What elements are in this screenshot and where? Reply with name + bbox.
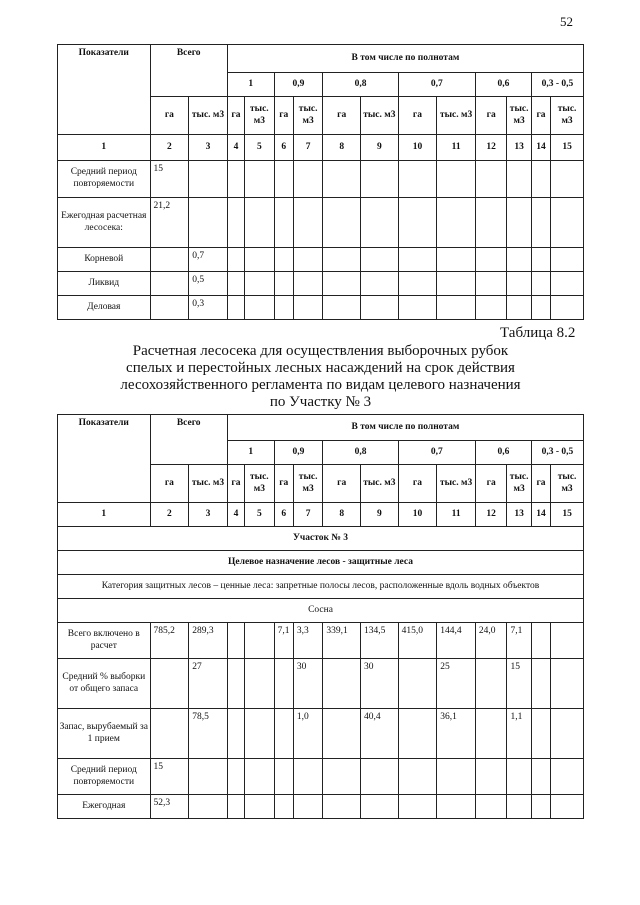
table-cell	[507, 296, 531, 320]
table-caption	[57, 343, 584, 411]
table-cell	[437, 272, 476, 296]
header-density: 0,9	[274, 73, 323, 97]
unit-m3: тыс. м3	[361, 97, 399, 135]
unit-ha: га	[475, 465, 507, 503]
table-cell	[531, 198, 550, 248]
table-cell	[531, 709, 550, 759]
table-cell	[293, 759, 322, 795]
table-cell	[150, 248, 189, 272]
table-cell	[398, 795, 437, 819]
column-number: 7	[293, 503, 322, 527]
table-cell	[551, 623, 584, 659]
table-cell: 40,4	[361, 709, 399, 759]
row-label: Всего включено в расчет	[58, 623, 151, 659]
table-cell	[227, 161, 244, 198]
unit-m3: тыс. м3	[189, 465, 228, 503]
table-cell	[551, 795, 584, 819]
table-cell: 1,1	[507, 709, 531, 759]
table-cell	[323, 709, 361, 759]
table-cell	[274, 795, 293, 819]
table-cell	[551, 161, 584, 198]
table-cell	[475, 795, 507, 819]
unit-ha: га	[531, 465, 550, 503]
table-cell	[398, 709, 437, 759]
column-number: 2	[150, 135, 189, 161]
column-number: 14	[531, 135, 550, 161]
table-cell	[274, 759, 293, 795]
column-number: 10	[398, 503, 437, 527]
unit-ha: га	[398, 97, 437, 135]
column-number: 12	[475, 503, 507, 527]
table-cell	[361, 272, 399, 296]
table-cell	[551, 198, 584, 248]
column-number: 10	[398, 135, 437, 161]
unit-m3: тыс. м3	[361, 465, 399, 503]
table-cell: 0,7	[189, 248, 228, 272]
table-cell	[361, 161, 399, 198]
purpose-row: Целевое назначение лесов - защитные леса	[58, 551, 584, 575]
table-cell	[274, 272, 293, 296]
table-cell	[531, 623, 550, 659]
unit-ha: га	[274, 465, 293, 503]
column-number: 4	[227, 135, 244, 161]
table-cell	[551, 296, 584, 320]
header-density: 0,7	[398, 73, 475, 97]
table-row	[58, 659, 584, 709]
unit-ha: га	[323, 97, 361, 135]
unit-ha: га	[475, 97, 507, 135]
table-cell	[150, 272, 189, 296]
table-cell	[274, 709, 293, 759]
table-cell	[398, 161, 437, 198]
table-cell	[293, 198, 322, 248]
table-cell	[475, 659, 507, 709]
table-cell	[189, 759, 228, 795]
header-density: 0,9	[274, 441, 323, 465]
column-number: 3	[189, 503, 228, 527]
table-cell	[475, 161, 507, 198]
table-cell	[274, 248, 293, 272]
table-cell	[274, 161, 293, 198]
table-cell	[398, 198, 437, 248]
table-row	[58, 198, 584, 248]
header-density: 0,8	[323, 441, 398, 465]
table-cell	[507, 795, 531, 819]
column-number: 5	[245, 135, 274, 161]
table-cell: 27	[189, 659, 228, 709]
table-cell: 15	[150, 759, 189, 795]
table-cell	[531, 296, 550, 320]
table-cell	[437, 161, 476, 198]
table-cell	[323, 296, 361, 320]
table-cell	[293, 272, 322, 296]
unit-ha: га	[150, 465, 189, 503]
table-cell	[323, 272, 361, 296]
table-cell: 15	[150, 161, 189, 198]
unit-ha: га	[323, 465, 361, 503]
table-row	[58, 161, 584, 198]
column-number: 15	[551, 503, 584, 527]
header-including: В том числе по полнотам	[227, 415, 583, 441]
column-number: 15	[551, 135, 584, 161]
table-cell	[245, 161, 274, 198]
table-cell	[507, 759, 531, 795]
table-cell	[475, 248, 507, 272]
column-number: 2	[150, 503, 189, 527]
table-cell	[437, 248, 476, 272]
density-table-top	[57, 44, 584, 320]
table-row	[58, 759, 584, 795]
table-cell	[531, 272, 550, 296]
column-number: 8	[323, 135, 361, 161]
table-cell: 78,5	[189, 709, 228, 759]
column-number: 1	[58, 503, 151, 527]
table-cell	[150, 296, 189, 320]
table-cell	[361, 198, 399, 248]
header-density: 0,3 - 0,5	[531, 441, 583, 465]
table-cell	[531, 759, 550, 795]
table-cell	[475, 296, 507, 320]
table-cell	[274, 659, 293, 709]
caption-line: спелых и перестойных лесных насаждений на срок действия	[126, 360, 515, 376]
row-label: Запас, вырубаемый за 1 прием	[58, 709, 151, 759]
table-cell	[245, 198, 274, 248]
column-number: 9	[361, 135, 399, 161]
section-title: Участок № 3	[58, 527, 584, 551]
column-number: 1	[58, 135, 151, 161]
unit-m3: тыс. м3	[551, 465, 584, 503]
row-label: Деловая	[58, 296, 151, 320]
table-cell: 0,5	[189, 272, 228, 296]
table-cell	[227, 659, 244, 709]
header-total: Всего	[150, 45, 227, 97]
table-cell	[245, 795, 274, 819]
column-number: 8	[323, 503, 361, 527]
table-row	[58, 623, 584, 659]
column-number: 6	[274, 503, 293, 527]
table-cell	[361, 296, 399, 320]
column-number: 7	[293, 135, 322, 161]
row-label: Средний период повторяемости	[58, 759, 151, 795]
table-row	[58, 248, 584, 272]
header-density: 0,7	[398, 441, 475, 465]
table-cell	[531, 161, 550, 198]
table-cell	[150, 709, 189, 759]
table-cell	[475, 709, 507, 759]
table-cell: 52,3	[150, 795, 189, 819]
table-cell: 785,2	[150, 623, 189, 659]
column-number: 14	[531, 503, 550, 527]
table-cell	[323, 198, 361, 248]
species-row: Сосна	[58, 599, 584, 623]
table-cell	[398, 248, 437, 272]
header-indicator: Показатели	[58, 415, 151, 503]
table-cell	[227, 248, 244, 272]
table-cell	[361, 795, 399, 819]
row-label: Корневой	[58, 248, 151, 272]
table-cell: 144,4	[437, 623, 476, 659]
table-cell	[437, 795, 476, 819]
table-cell: 30	[361, 659, 399, 709]
table-cell	[437, 759, 476, 795]
table-cell	[398, 659, 437, 709]
table-cell	[227, 623, 244, 659]
header-total: Всего	[150, 415, 227, 465]
table-cell: 289,3	[189, 623, 228, 659]
header-indicator: Показатели	[58, 45, 151, 135]
table-cell	[189, 161, 228, 198]
table-cell: 7,1	[274, 623, 293, 659]
table-cell	[189, 795, 228, 819]
table-cell	[293, 795, 322, 819]
table-cell	[227, 296, 244, 320]
caption-line: лесохозяйственного регламента по видам целевого назначения	[120, 377, 521, 393]
header-density: 0,6	[475, 73, 531, 97]
table-number: Таблица 8.2	[500, 325, 576, 341]
table-cell: 3,3	[293, 623, 322, 659]
table-cell	[551, 659, 584, 709]
table-cell: 36,1	[437, 709, 476, 759]
row-label: Ежегодная	[58, 795, 151, 819]
table-cell	[245, 296, 274, 320]
table-cell	[245, 623, 274, 659]
table-cell	[361, 759, 399, 795]
table-cell	[475, 198, 507, 248]
table-cell	[507, 272, 531, 296]
table-cell	[398, 272, 437, 296]
unit-ha: га	[531, 97, 550, 135]
caption-line: Расчетная лесосека для осуществления выборочных рубок	[132, 343, 509, 359]
unit-ha: га	[398, 465, 437, 503]
table-cell: 7,1	[507, 623, 531, 659]
table-cell: 415,0	[398, 623, 437, 659]
table-cell: 24,0	[475, 623, 507, 659]
unit-ha: га	[150, 97, 189, 135]
table-row	[58, 795, 584, 819]
row-label: Ежегодная расчетная лесосека:	[58, 198, 151, 248]
table-cell: 25	[437, 659, 476, 709]
table-cell: 30	[293, 659, 322, 709]
unit-ha: га	[227, 465, 244, 503]
row-label: Средний % выборки от общего запаса	[58, 659, 151, 709]
unit-m3: тыс. м3	[437, 97, 476, 135]
table-cell	[293, 296, 322, 320]
table-cell	[323, 795, 361, 819]
header-density: 0,8	[323, 73, 398, 97]
table-cell	[293, 161, 322, 198]
table-cell	[531, 795, 550, 819]
table-cell	[245, 272, 274, 296]
column-number: 13	[507, 503, 531, 527]
table-cell	[189, 198, 228, 248]
table-row	[58, 296, 584, 320]
header-density: 1	[227, 441, 274, 465]
table-cell	[507, 198, 531, 248]
table-cell	[398, 296, 437, 320]
header-density: 0,6	[475, 441, 531, 465]
page-number: 52	[560, 14, 573, 29]
unit-m3: тыс. м3	[189, 97, 228, 135]
table-cell	[245, 659, 274, 709]
table-cell: 134,5	[361, 623, 399, 659]
density-table-plot3	[57, 414, 584, 819]
table-cell	[245, 709, 274, 759]
table-cell	[531, 659, 550, 709]
column-number: 5	[245, 503, 274, 527]
unit-ha: га	[227, 97, 244, 135]
unit-ha: га	[274, 97, 293, 135]
table-cell	[227, 759, 244, 795]
table-cell	[551, 272, 584, 296]
table-row	[58, 709, 584, 759]
column-number: 13	[507, 135, 531, 161]
table-cell	[398, 759, 437, 795]
row-label: Ликвид	[58, 272, 151, 296]
column-number: 12	[475, 135, 507, 161]
unit-m3: тыс. м3	[293, 97, 322, 135]
table-cell	[507, 248, 531, 272]
row-label: Средний период повторяемости	[58, 161, 151, 198]
table-cell	[227, 795, 244, 819]
category-row: Категория защитных лесов – ценные леса: запретные полосы лесов, расположенные вдоль водных объектов	[58, 575, 584, 599]
table-cell	[274, 198, 293, 248]
table-cell	[475, 272, 507, 296]
table-cell	[551, 248, 584, 272]
unit-m3: тыс. м3	[507, 97, 531, 135]
column-number: 9	[361, 503, 399, 527]
table-cell	[437, 296, 476, 320]
unit-m3: тыс. м3	[551, 97, 584, 135]
table-cell	[245, 248, 274, 272]
table-cell	[361, 248, 399, 272]
unit-m3: тыс. м3	[245, 465, 274, 503]
table-cell	[293, 248, 322, 272]
table-cell	[227, 709, 244, 759]
table-cell: 339,1	[323, 623, 361, 659]
unit-m3: тыс. м3	[437, 465, 476, 503]
table-cell: 1,0	[293, 709, 322, 759]
column-number: 6	[274, 135, 293, 161]
column-number: 11	[437, 135, 476, 161]
table-cell	[274, 296, 293, 320]
table-cell	[245, 759, 274, 795]
unit-m3: тыс. м3	[507, 465, 531, 503]
column-number: 3	[189, 135, 228, 161]
table-cell	[507, 161, 531, 198]
table-cell	[531, 248, 550, 272]
table-cell: 0,3	[189, 296, 228, 320]
table-cell	[551, 709, 584, 759]
table-cell	[227, 272, 244, 296]
table-cell: 21,2	[150, 198, 189, 248]
table-row	[58, 272, 584, 296]
header-density: 0,3 - 0,5	[531, 73, 583, 97]
table-cell	[323, 759, 361, 795]
table-cell	[323, 248, 361, 272]
column-number: 11	[437, 503, 476, 527]
unit-m3: тыс. м3	[293, 465, 322, 503]
table-cell	[227, 198, 244, 248]
caption-line: по Участку № 3	[269, 394, 372, 410]
header-including: В том числе по полнотам	[227, 45, 583, 73]
table-cell	[150, 659, 189, 709]
unit-m3: тыс. м3	[245, 97, 274, 135]
table-cell	[437, 198, 476, 248]
header-density: 1	[227, 73, 274, 97]
table-cell: 15	[507, 659, 531, 709]
table-cell	[551, 759, 584, 795]
column-number: 4	[227, 503, 244, 527]
table-cell	[323, 659, 361, 709]
table-cell	[323, 161, 361, 198]
table-cell	[475, 759, 507, 795]
